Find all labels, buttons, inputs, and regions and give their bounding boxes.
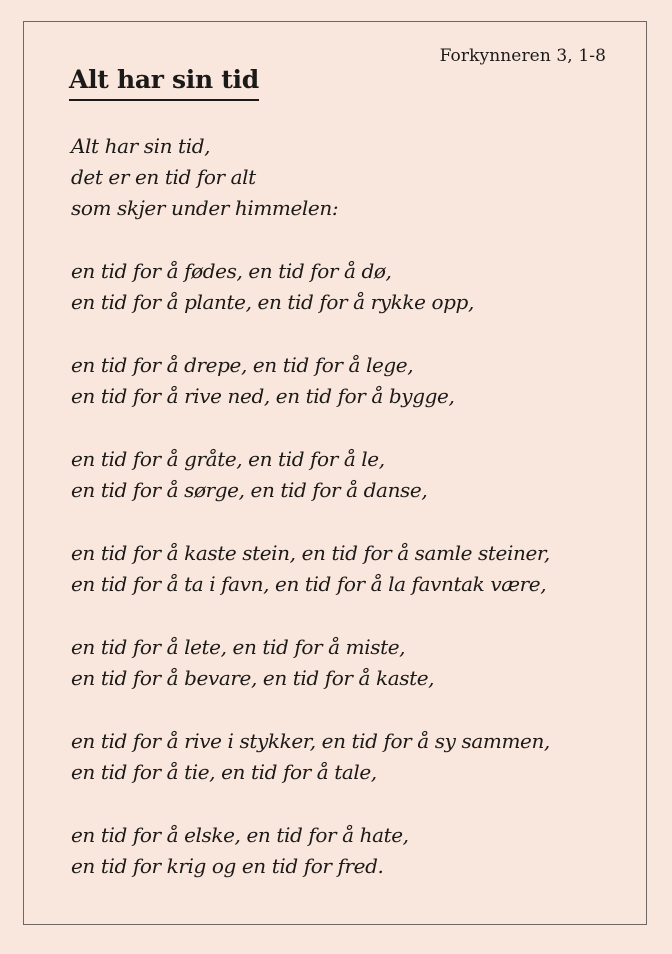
poem-line: en tid for krig og en tid for fred.	[71, 854, 384, 878]
poem-line: en tid for å fødes, en tid for å dø,	[71, 259, 392, 283]
poem-stanza	[71, 444, 641, 506]
poem-line: en tid for å rive ned, en tid for å bygge,	[71, 384, 455, 408]
poem-line: en tid for å ta i favn, en tid for å la favntak være,	[71, 572, 547, 596]
poem-line: en tid for å bevare, en tid for å kaste,	[71, 666, 435, 690]
poem-stanza	[71, 632, 641, 694]
poem-line: en tid for å rive i stykker, en tid for å sy sammen,	[71, 729, 550, 753]
poem-stanza	[71, 820, 641, 882]
poem-line: en tid for å gråte, en tid for å le,	[71, 447, 385, 471]
poem-line: som skjer under himmelen:	[71, 196, 339, 220]
poem-line: Alt har sin tid,	[71, 134, 211, 158]
page-title: Alt har sin tid	[69, 65, 259, 101]
poem-line: en tid for å elske, en tid for å hate,	[71, 823, 409, 847]
poem-stanza	[71, 538, 641, 600]
poem-line: det er en tid for alt	[71, 165, 256, 189]
poem-stanza	[71, 350, 641, 412]
poem-line: en tid for å sørge, en tid for å danse,	[71, 478, 428, 502]
scripture-reference: Forkynneren 3, 1-8	[439, 46, 606, 66]
poem-stanza	[71, 726, 641, 788]
poem-body	[71, 131, 641, 914]
poem-stanza	[71, 256, 641, 318]
poem-line: en tid for å kaste stein, en tid for å samle steiner,	[71, 541, 550, 565]
poem-line: en tid for å tie, en tid for å tale,	[71, 760, 377, 784]
poem-line: en tid for å lete, en tid for å miste,	[71, 635, 406, 659]
poem-line: en tid for å drepe, en tid for å lege,	[71, 353, 414, 377]
poem-stanza	[71, 131, 641, 224]
page-frame	[23, 21, 647, 925]
poem-line: en tid for å plante, en tid for å rykke opp,	[71, 290, 474, 314]
